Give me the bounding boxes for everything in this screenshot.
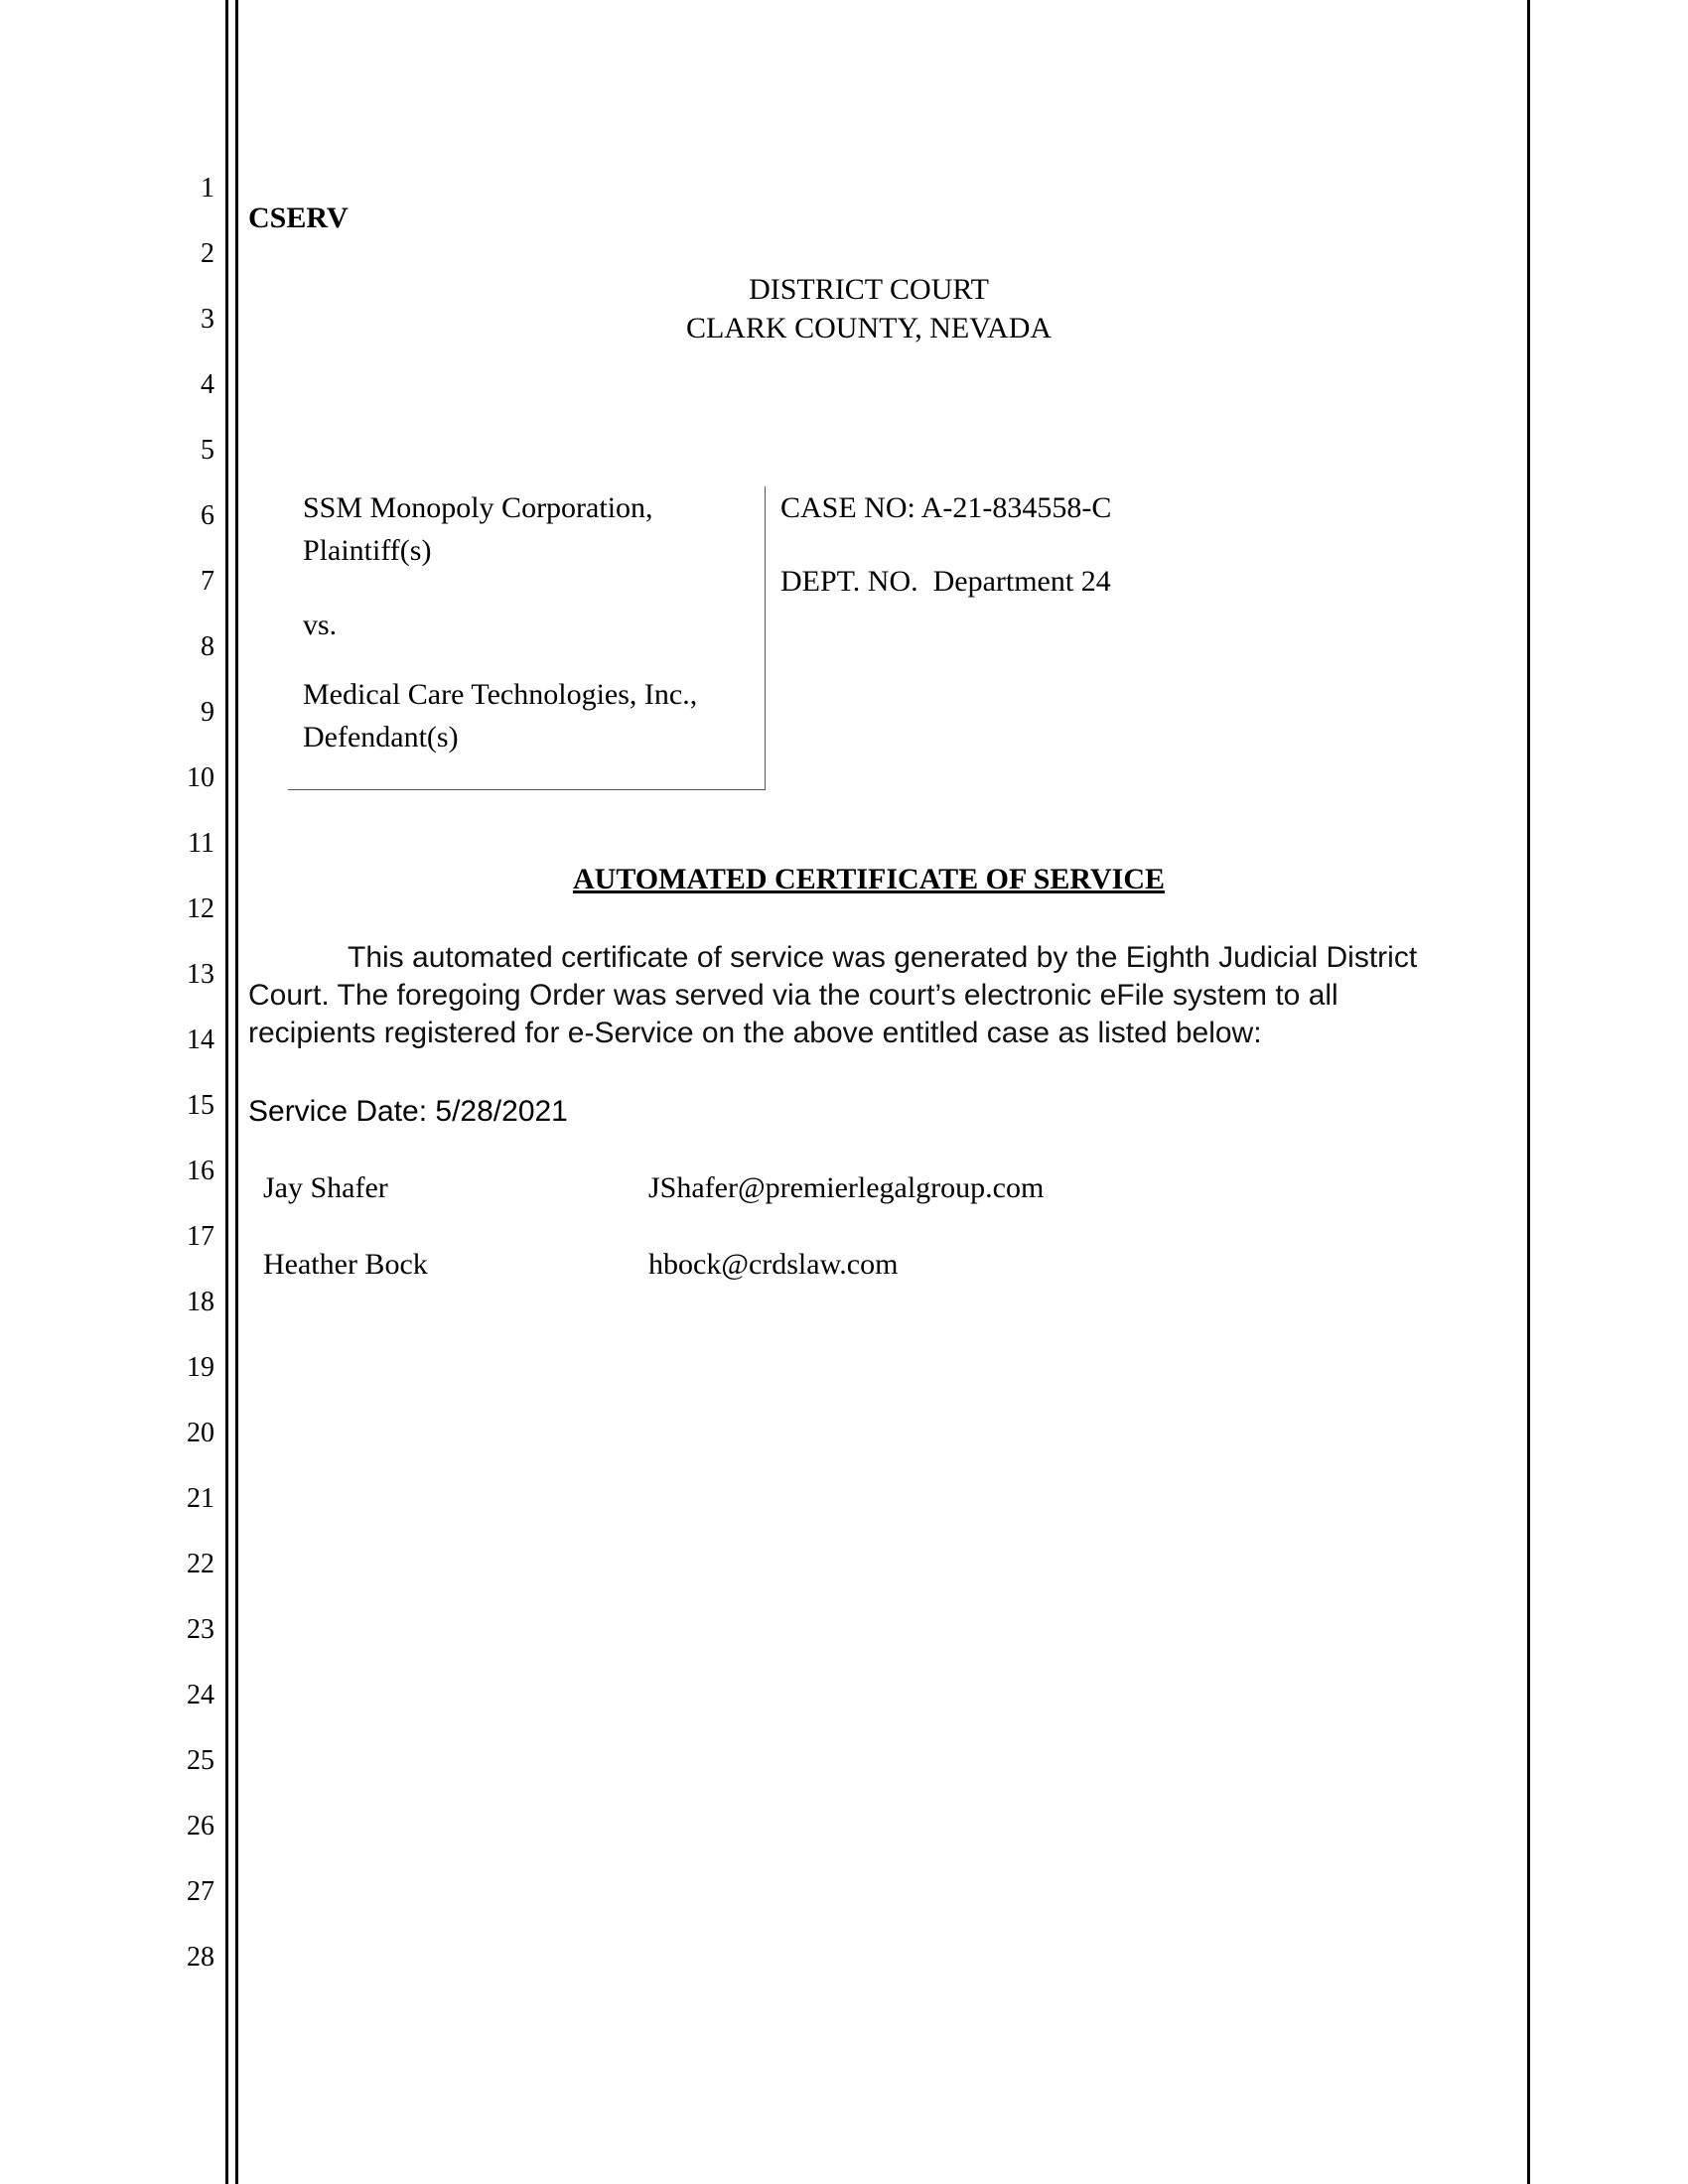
recipient-email: JShafer@premierlegalgroup.com [648, 1171, 1045, 1204]
certificate-title: AUTOMATED CERTIFICATE OF SERVICE [572, 863, 1166, 895]
plaintiff-role: Plaintiff(s) [303, 534, 432, 567]
line-number: 25 [187, 1745, 214, 1776]
right-margin-rule [1527, 0, 1530, 2184]
document-code: CSERV [248, 202, 349, 234]
body-line: recipients registered for e-Service on the above entitled case as listed below: [248, 1017, 1262, 1049]
line-number: 12 [187, 893, 214, 924]
service-date: Service Date: 5/28/2021 [248, 1095, 568, 1128]
recipient-name: Heather Bock [263, 1248, 428, 1281]
line-number: 1 [201, 173, 214, 204]
line-number: 8 [201, 631, 214, 662]
line-number: 15 [187, 1090, 214, 1121]
versus: vs. [303, 609, 338, 641]
department-number: DEPT. NO. Department 24 [780, 565, 1111, 598]
case-number: CASE NO: A-21-834558-C [780, 491, 1112, 524]
line-number: 11 [188, 828, 214, 859]
line-number: 4 [201, 369, 214, 400]
line-number: 20 [187, 1418, 214, 1448]
line-number: 26 [187, 1811, 214, 1842]
line-number: 3 [201, 304, 214, 335]
line-number: 6 [201, 500, 214, 531]
line-number: 18 [187, 1287, 214, 1317]
line-number: 10 [187, 762, 214, 793]
line-numbers [149, 0, 214, 2184]
body-line: This automated certificate of service was generated by the Eighth Judicial District [348, 941, 1418, 974]
defendant-role: Defendant(s) [303, 721, 459, 753]
line-number: 24 [187, 1680, 214, 1710]
defendant-name: Medical Care Technologies, Inc., [303, 678, 698, 711]
line-number: 16 [187, 1156, 214, 1186]
line-number: 7 [201, 566, 214, 597]
line-number: 27 [187, 1876, 214, 1907]
line-number: 21 [187, 1483, 214, 1514]
court-county: CLARK COUNTY, NEVADA [685, 312, 1053, 344]
line-number: 5 [201, 435, 214, 466]
left-margin-rule-outer [225, 0, 228, 2184]
left-margin-rule-inner [235, 0, 238, 2184]
line-number: 2 [201, 238, 214, 269]
line-number: 14 [187, 1024, 214, 1055]
line-number: 17 [187, 1221, 214, 1252]
line-number: 9 [201, 697, 214, 728]
body-line: Court. The foregoing Order was served via the court’s electronic eFile system to all [248, 979, 1338, 1012]
line-number: 23 [187, 1614, 214, 1645]
plaintiff-name: SSM Monopoly Corporation, [303, 491, 653, 524]
line-number: 28 [187, 1942, 214, 1973]
line-number: 22 [187, 1549, 214, 1579]
court-name: DISTRICT COURT [749, 273, 989, 306]
line-number: 19 [187, 1352, 214, 1383]
certificate-body [248, 939, 1440, 1052]
recipient-email: hbock@crdslaw.com [648, 1248, 899, 1281]
recipient-name: Jay Shafer [263, 1171, 388, 1204]
line-number: 13 [187, 959, 214, 990]
